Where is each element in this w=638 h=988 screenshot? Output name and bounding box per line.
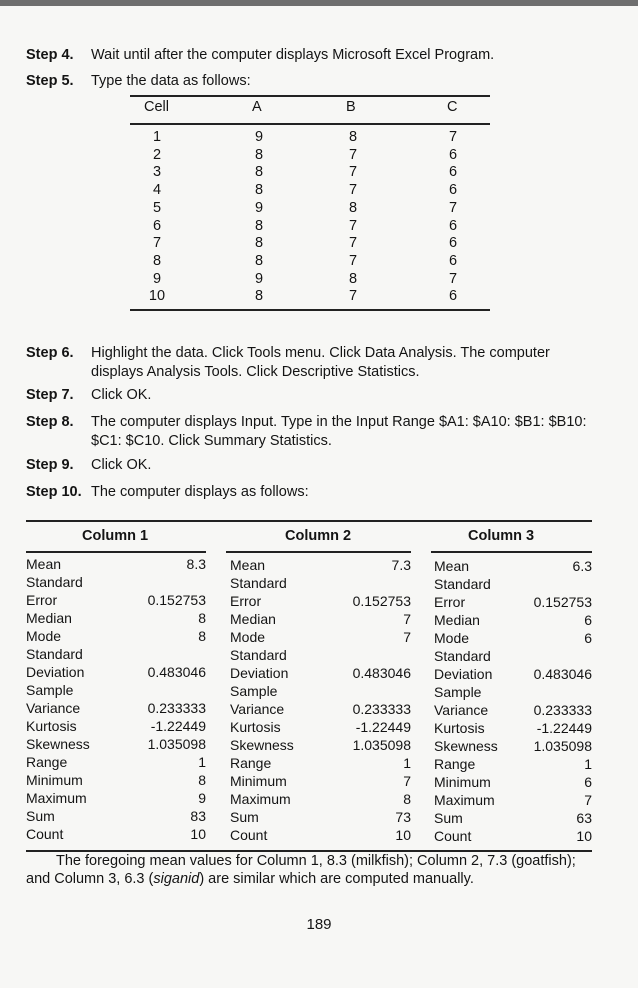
stat-value: 7 [403, 629, 411, 646]
page-number: 189 [306, 916, 332, 933]
stat-value: 6 [584, 774, 592, 791]
table-header-rule [130, 123, 490, 125]
step-text: The computer displays as follows: [91, 484, 309, 500]
data-cell: 8 [348, 129, 358, 145]
stat-label: Sum [434, 810, 463, 827]
stat-label: Kurtosis [434, 720, 485, 737]
stat-label: Mode [230, 629, 266, 646]
stat-label: Maximum [26, 790, 87, 806]
stat-label: Minimum [434, 774, 491, 791]
header-c: C [447, 99, 458, 115]
stat-label: Median [434, 612, 480, 629]
row-index-cell: 1 [152, 129, 162, 145]
stat-label: Standard [26, 646, 83, 662]
stat-value: 83 [190, 808, 206, 824]
stat-value: 8 [198, 772, 206, 788]
stat-label: Mean [434, 558, 470, 575]
row-index-cell: 2 [152, 146, 162, 163]
stat-value: 0.152753 [352, 593, 411, 610]
data-cell: 9 [254, 129, 264, 145]
row-index-cell: 8 [152, 252, 162, 269]
stat-label: Mean [26, 556, 62, 572]
row-index-cell: 7 [152, 235, 162, 252]
stat-label: Variance [26, 700, 81, 716]
stat-value: 0.152753 [147, 592, 206, 608]
stat-value: 0.233333 [533, 702, 592, 719]
stat-label: Error [434, 594, 466, 611]
stat-value: -1.22449 [536, 720, 592, 737]
stat-label: Mode [26, 628, 62, 644]
stat-value: 63 [576, 810, 592, 827]
stat-label: Median [26, 610, 72, 626]
data-cell: 6 [448, 146, 458, 163]
data-cell: 8 [254, 217, 264, 234]
stat-value: 0.483046 [533, 666, 592, 683]
header-b: B [346, 99, 356, 115]
stat-value: 0.233333 [352, 701, 411, 718]
row-index-cell: 9 [152, 270, 162, 287]
row-index-cell: 10 [148, 288, 166, 305]
stats-top-rule [26, 520, 592, 522]
stat-label: Variance [434, 702, 489, 719]
stat-label: Count [230, 827, 268, 844]
column-2-header: Column 2 [285, 528, 352, 544]
stat-label: Skewness [230, 737, 294, 754]
data-cell: 7 [348, 235, 358, 252]
stat-value: 1 [584, 756, 592, 773]
stat-value: 1.035098 [533, 738, 592, 755]
stat-label: Standard [230, 575, 287, 592]
stat-label: Sample [434, 684, 482, 701]
data-cell: 7 [348, 252, 358, 269]
stat-label: Skewness [434, 738, 498, 755]
footnote-text: The foregoing mean values for Column 1, 8.3 (milkfish); Column 2, 7.3 (goatfish); and Column 3, 6.3 ( [26, 853, 576, 887]
step-number: Step 4. [26, 47, 74, 63]
stat-value: 8 [403, 791, 411, 808]
stat-label: Maximum [434, 792, 495, 809]
step-number: Step 9. [26, 457, 74, 473]
data-cell: 9 [254, 270, 264, 287]
stat-label: Count [26, 826, 64, 842]
data-cell: 8 [254, 252, 264, 269]
stat-value: 8.3 [186, 556, 206, 572]
data-cell: 6 [448, 164, 458, 181]
data-cell: 7 [348, 217, 358, 234]
stat-label: Maximum [230, 791, 291, 808]
stat-value: 6 [584, 630, 592, 647]
data-cell: 8 [348, 270, 358, 287]
column-3-header: Column 3 [468, 528, 535, 544]
stat-label: Kurtosis [26, 718, 77, 734]
stat-label: Mode [434, 630, 470, 647]
data-cell: 7 [448, 199, 458, 216]
stat-label: Sample [26, 682, 74, 698]
column-3-rule [431, 551, 592, 553]
stat-label: Range [26, 754, 68, 770]
stat-label: Count [434, 828, 472, 845]
stat-label: Sum [26, 808, 55, 824]
header-a: A [252, 99, 262, 115]
data-cell: 6 [448, 288, 458, 305]
step-number: Step 7. [26, 387, 74, 403]
step-text: Click OK. [91, 457, 152, 473]
stat-value: 1 [198, 754, 206, 770]
table-top-rule [130, 95, 490, 97]
stat-label: Kurtosis [230, 719, 281, 736]
table-bottom-rule [130, 309, 490, 311]
stat-value: 0.152753 [533, 594, 592, 611]
stat-label: Sample [230, 683, 278, 700]
stat-value: 8 [198, 628, 206, 644]
step-text: Highlight the data. Click Tools menu. Click Data Analysis. The computer displays Analysis Tools. Click Descriptive Statistics. [91, 345, 550, 380]
stat-label: Mean [230, 557, 266, 574]
data-cell: 8 [254, 164, 264, 181]
stat-label: Standard [434, 576, 491, 593]
stat-value: 0.483046 [147, 664, 206, 680]
data-cell: 6 [448, 235, 458, 252]
step-text: Type the data as follows: [91, 73, 251, 89]
stat-value: 9 [198, 790, 206, 806]
data-cell: 9 [254, 199, 264, 216]
data-cell: 8 [254, 146, 264, 163]
stat-label: Range [434, 756, 476, 773]
stat-value: 10 [395, 827, 411, 844]
stat-label: Skewness [26, 736, 90, 752]
stat-value: 10 [190, 826, 206, 842]
stat-value: -1.22449 [150, 718, 206, 734]
step-number: Step 6. [26, 345, 74, 361]
data-cell: 7 [348, 182, 358, 199]
data-cell: 7 [448, 270, 458, 287]
stat-value: 0.483046 [352, 665, 411, 682]
footnote-italic: siganid [153, 871, 200, 887]
footnote-text-end: ) are similar which are computed manually. [199, 871, 474, 887]
data-cell: 7 [348, 146, 358, 163]
stat-label: Standard [230, 647, 287, 664]
stat-label: Variance [230, 701, 285, 718]
step-text: The computer displays Input. Type in the Input Range $A1: $A10: $B1: $B10: $C1: $C10. Click Summary Statistics. [91, 414, 587, 449]
stat-value: 6 [584, 612, 592, 629]
data-cell: 6 [448, 217, 458, 234]
stat-label: Error [230, 593, 262, 610]
row-index-cell: 3 [152, 164, 162, 181]
stat-value: -1.22449 [355, 719, 411, 736]
stat-value: 0.233333 [147, 700, 206, 716]
stat-value: 7.3 [391, 557, 411, 574]
stat-value: 7 [403, 773, 411, 790]
step-text: Wait until after the computer displays Microsoft Excel Program. [91, 47, 495, 63]
data-cell: 8 [254, 182, 264, 199]
stat-value: 6.3 [572, 558, 592, 575]
stat-value: 10 [576, 828, 592, 845]
step-number: Step 5. [26, 73, 74, 89]
step-text: Click OK. [91, 387, 152, 403]
footnote-paragraph [26, 852, 596, 888]
column-1-rule [26, 551, 206, 553]
row-index-cell: 4 [152, 182, 162, 199]
stat-label: Median [230, 611, 276, 628]
data-cell: 7 [348, 164, 358, 181]
stat-label: Standard [26, 574, 83, 590]
data-cell: 8 [348, 199, 358, 216]
stat-label: Deviation [230, 665, 289, 682]
stat-value: 7 [403, 611, 411, 628]
stat-value: 7 [584, 792, 592, 809]
stat-label: Error [26, 592, 58, 608]
stat-value: 8 [198, 610, 206, 626]
data-cell: 8 [254, 288, 264, 305]
stat-label: Deviation [26, 664, 85, 680]
stat-label: Range [230, 755, 272, 772]
stat-value: 73 [395, 809, 411, 826]
stat-label: Sum [230, 809, 259, 826]
data-cell: 6 [448, 252, 458, 269]
data-cell: 7 [348, 288, 358, 305]
step-number: Step 8. [26, 414, 74, 430]
stat-value: 1.035098 [352, 737, 411, 754]
column-1-header: Column 1 [82, 528, 149, 544]
stat-label: Standard [434, 648, 491, 665]
header-cell: Cell [144, 99, 169, 115]
stat-label: Deviation [434, 666, 493, 683]
data-cell: 6 [448, 182, 458, 199]
stat-label: Minimum [230, 773, 287, 790]
data-cell: 7 [448, 129, 458, 145]
data-cell: 8 [254, 235, 264, 252]
stat-value: 1 [403, 755, 411, 772]
stat-label: Minimum [26, 772, 83, 788]
step-number: Step 10. [26, 484, 82, 500]
column-2-rule [226, 551, 411, 553]
stat-value: 1.035098 [147, 736, 206, 752]
row-index-cell: 6 [152, 217, 162, 234]
row-index-cell: 5 [152, 199, 162, 216]
